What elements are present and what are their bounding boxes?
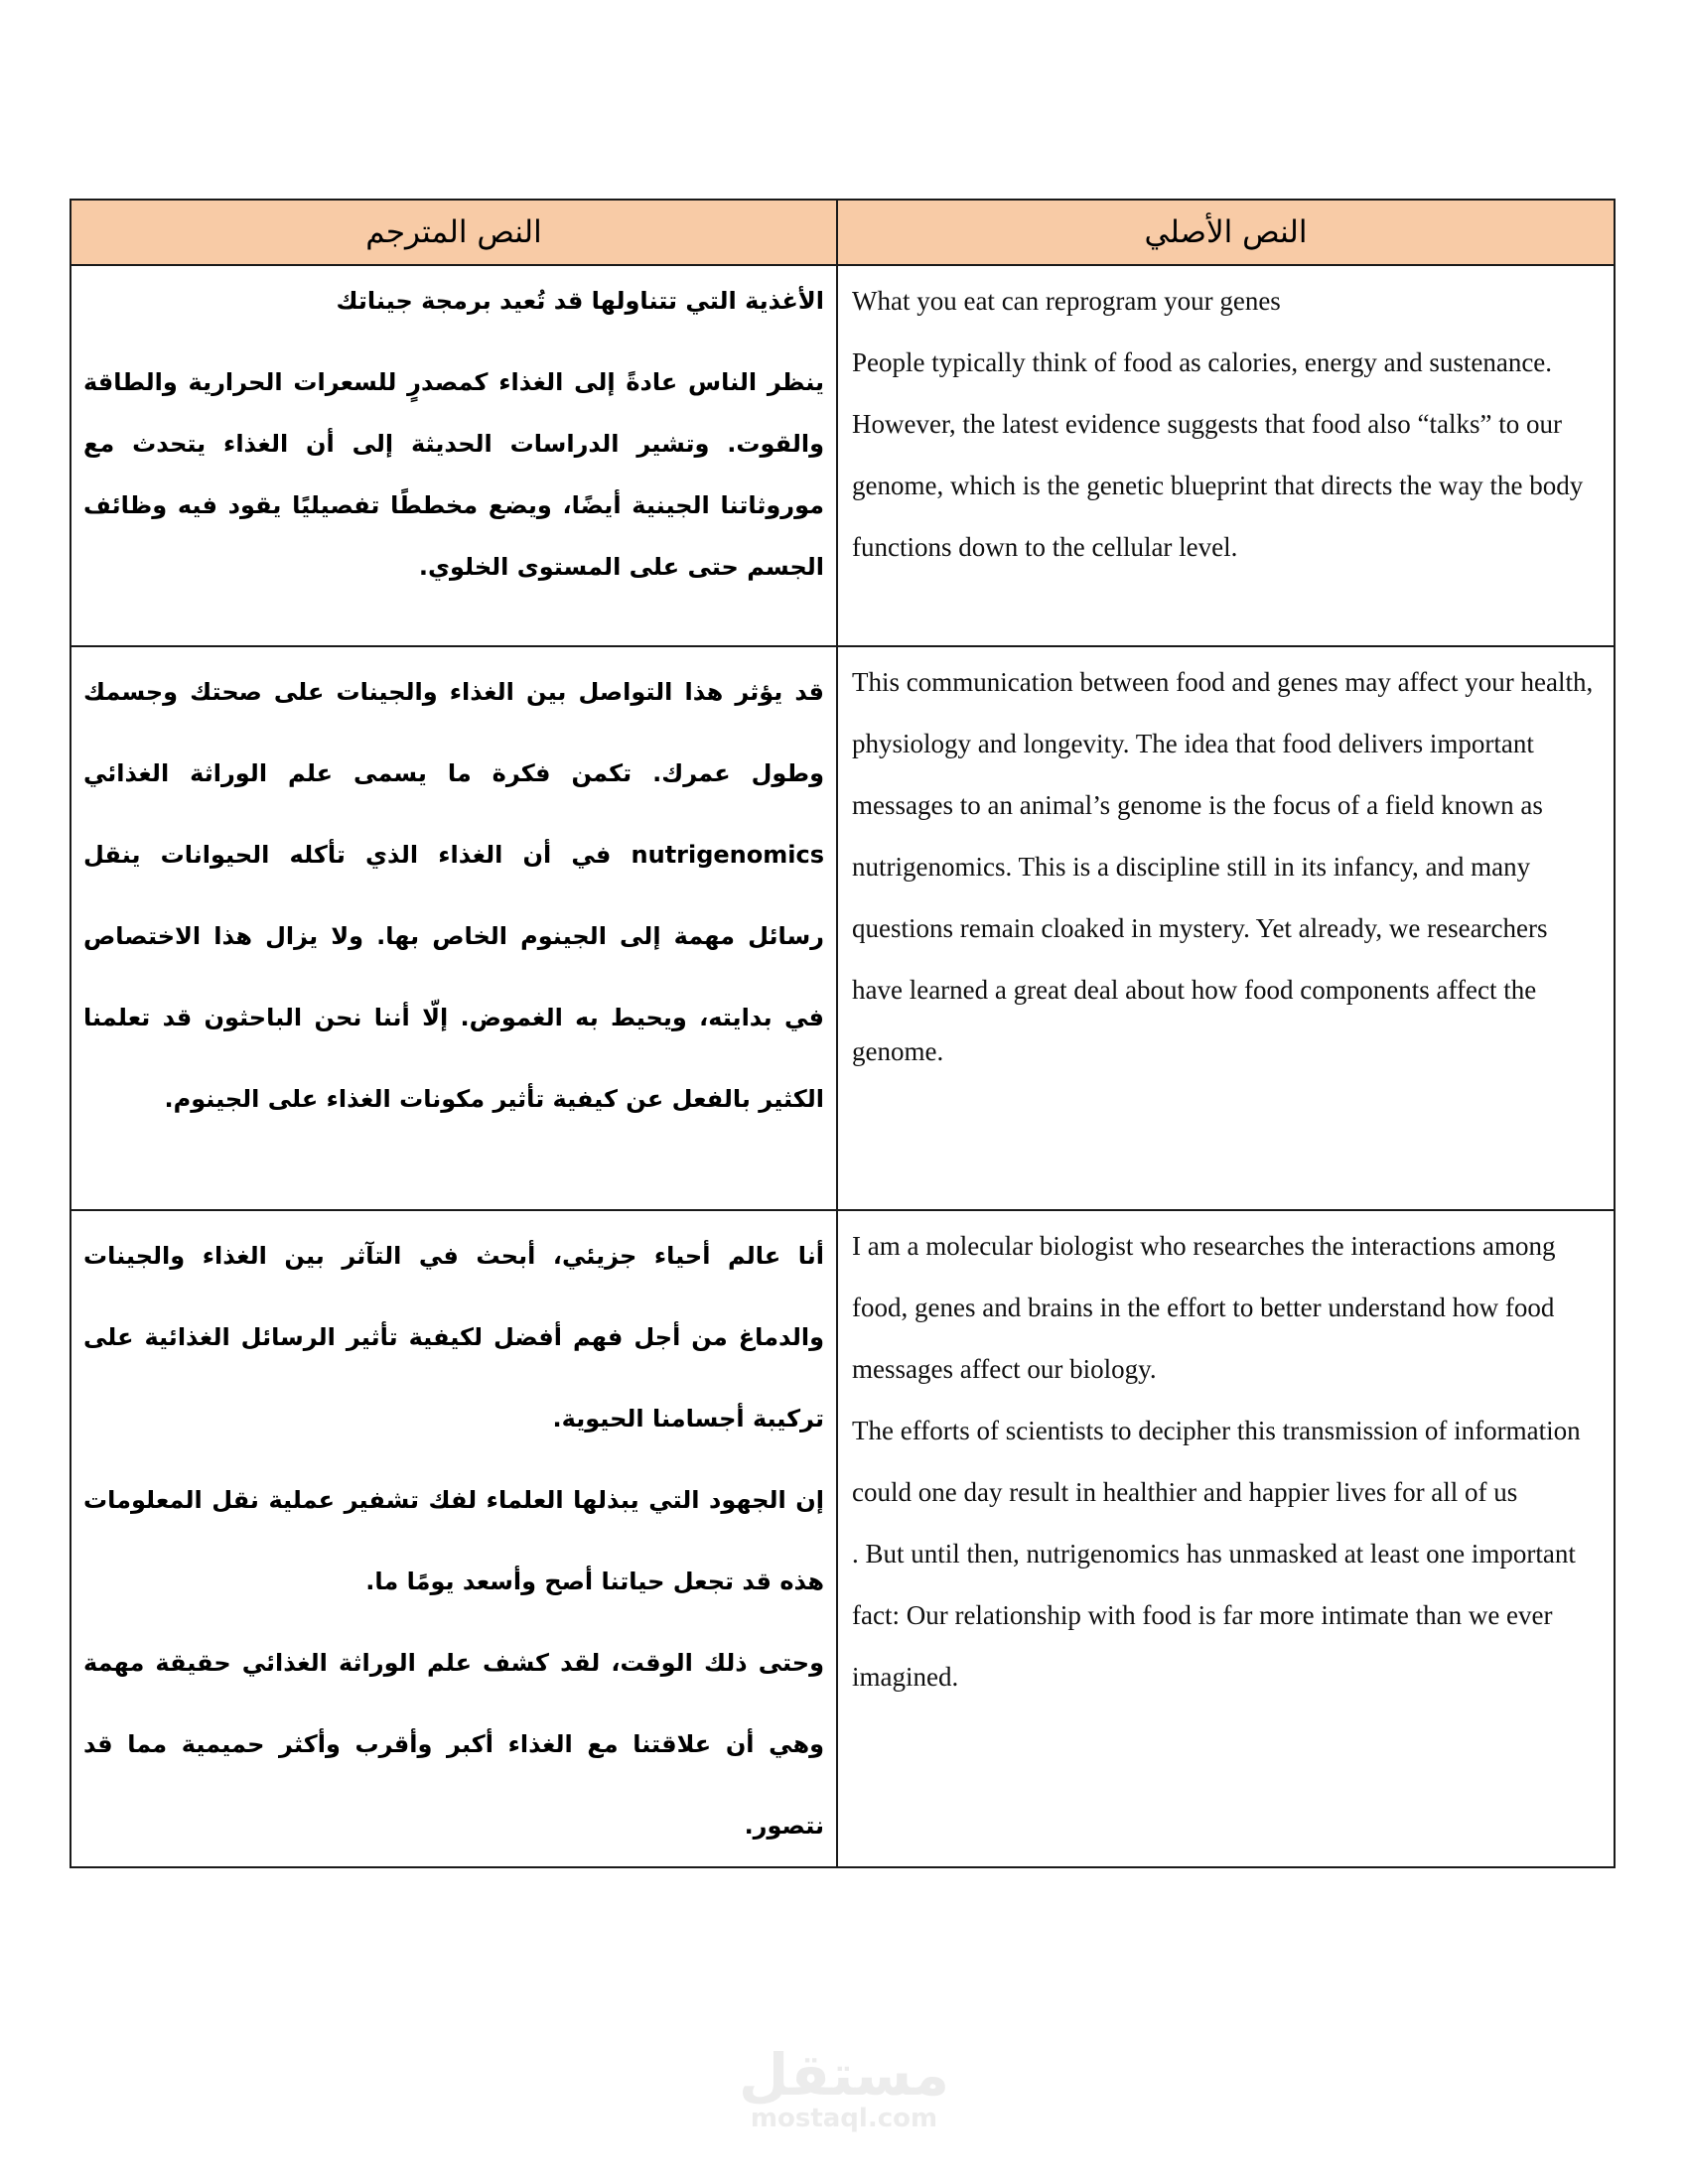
original-cell xyxy=(837,265,1615,646)
watermark-arabic: مستقل xyxy=(738,2041,950,2109)
translated-title: الأغذية التي تتناولها قد تُعيد برمجة جيناتك xyxy=(336,287,824,315)
table-row xyxy=(70,646,1615,1210)
translated-paragraph: أنا عالم أحياء جزيئي، أبحث في التآثر بين الغذاء والجينات والدماغ من أجل فهم أفضل لكيفية تأثير الرسائل الغذائية على تركيبة أجسامنا الحيوية. xyxy=(83,1242,824,1433)
table-header-row xyxy=(70,200,1615,265)
translated-paragraph: وحتى ذلك الوقت، لقد كشف علم الوراثة الغذائي حقيقة مهمة وهي أن علاقتنا مع الغذاء أكبر وأقرب وأكثر حميمية مما قد نتصور. xyxy=(83,1649,824,1840)
original-paragraph: This communication between food and genes may affect your health, physiology and longevity. The idea that food delivers important messages to an animal’s genome is the focus of a field known as nutrigenomics. This is a discipline still in its infancy, and many questions remain cloaked in mystery. Yet already, we researchers have learned a great deal about how food components affect the genome. xyxy=(852,667,1594,1066)
translated-paragraph: إن الجهود التي يبذلها العلماء لفك تشفير عملية نقل المعلومات هذه قد تجعل حياتنا أصح وأسعد يومًا ما. xyxy=(83,1486,824,1595)
table-row xyxy=(70,1210,1615,1867)
header-original-text: النص الأصلي xyxy=(837,200,1615,265)
original-title: What you eat can reprogram your genes xyxy=(852,286,1281,316)
original-paragraph: . But until then, nutrigenomics has unmasked at least one important fact: Our relationship with food is far more intimate than we ever imagined. xyxy=(852,1539,1576,1692)
original-cell xyxy=(837,1210,1615,1867)
original-paragraph: People typically think of food as calories, energy and sustenance. However, the latest evidence suggests that food also “talks” to our genome, which is the genetic blueprint that directs the way the body functions down to the cellular level. xyxy=(852,347,1584,562)
mostaql-watermark xyxy=(735,2041,953,2133)
translated-paragraph: قد يؤثر هذا التواصل بين الغذاء والجينات على صحتك وجسمك وطول عمرك. تكمن فكرة ما يسمى علم الوراثة الغذائي nutrigenomics في أن الغذاء الذي تأكله الحيوانات ينقل رسائل مهمة إلى الجينوم الخاص بها. ولا يزال هذا الاختصاص في بدايته، ويحيط به الغموض. إلّا أننا نحن الباحثون قد تعلمنا الكثير بالفعل عن كيفية تأثير مكونات الغذاء على الجينوم. xyxy=(83,678,824,1113)
translated-cell xyxy=(70,646,837,1210)
original-paragraph: I am a molecular biologist who researches the interactions among food, genes and brains in the effort to better understand how food messages affect our biology. xyxy=(852,1231,1556,1384)
translated-cell xyxy=(70,265,837,646)
translation-table xyxy=(70,199,1616,1868)
translated-paragraph: ينظر الناس عادةً إلى الغذاء كمصدرٍ للسعرات الحرارية والطاقة والقوت. وتشير الدراسات الحديثة إلى أن الغذاء يتحدث مع موروثاتنا الجينية أيضًا، ويضع مخططًا تفصيليًا يقود فيه وظائف الجسم حتى على المستوى الخلوي. xyxy=(83,368,824,581)
watermark-latin: mostaql.com xyxy=(750,2104,938,2133)
original-paragraph: The efforts of scientists to decipher this transmission of information could one day result in healthier and happier lives for all of us xyxy=(852,1416,1581,1507)
header-translated-text: النص المترجم xyxy=(70,200,837,265)
translated-cell xyxy=(70,1210,837,1867)
table-row xyxy=(70,265,1615,646)
original-cell xyxy=(837,646,1615,1210)
